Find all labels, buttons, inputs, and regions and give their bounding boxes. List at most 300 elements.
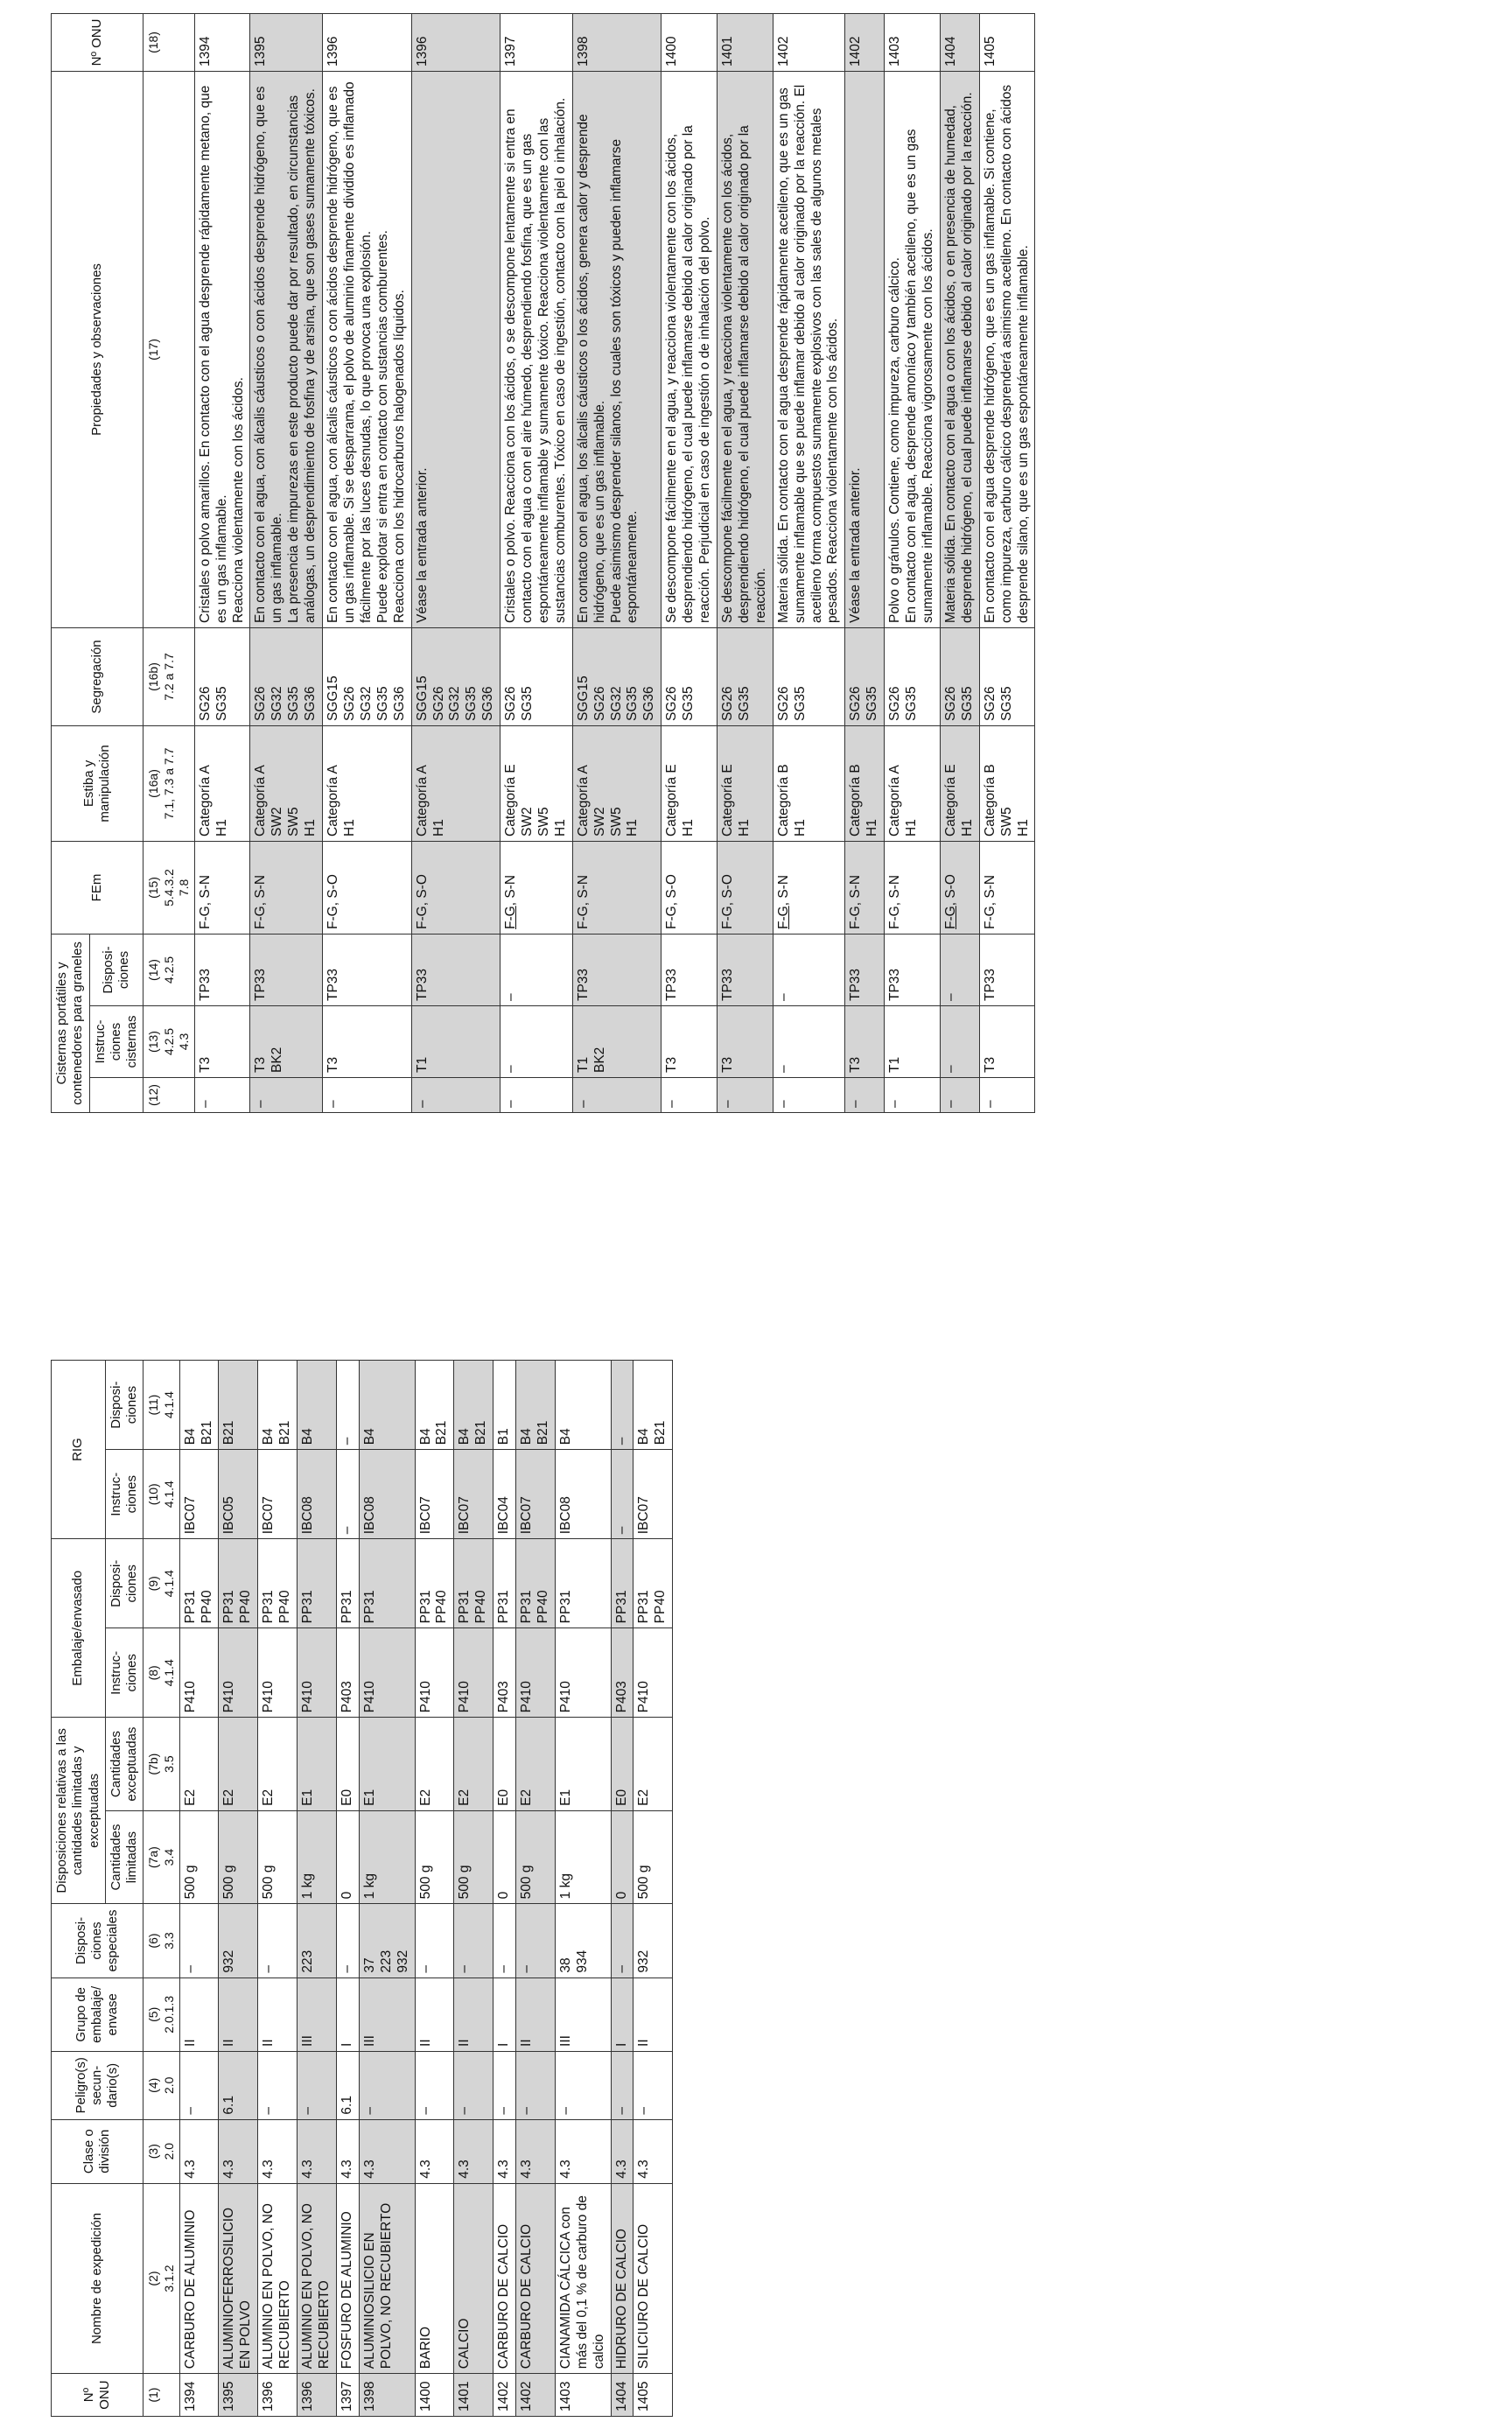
column-ref: (11) 4.1.4 (144, 1361, 179, 1450)
special-provisions: – (415, 1904, 454, 1978)
table-row (845, 13, 885, 1112)
packing-provision: PP31 PP40 (516, 1539, 556, 1628)
class: 4.3 (555, 2119, 611, 2183)
stowage-handling: Categoría E SW2 SW5 H1 (500, 725, 573, 841)
limited-quantity: 500 g (516, 1810, 556, 1903)
stowage-handling: Categoría A H1 (323, 725, 412, 841)
un-number: 1403 (555, 2374, 611, 2417)
header-ibc-instructions: Instruc-ciones (105, 1450, 144, 1539)
stowage-handling: Categoría A H1 (885, 725, 941, 841)
shipping-name: CARBURO DE CALCIO (494, 2183, 516, 2373)
column-ref: (13) 4.2.5 4.3 (144, 1006, 194, 1078)
excepted-quantity: E0 (336, 1718, 359, 1811)
subsidiary-risk: – (359, 2051, 415, 2119)
class: 4.3 (494, 2119, 516, 2183)
special-provisions: 223 (298, 1904, 337, 1978)
un-number: 1395 (219, 2374, 258, 2417)
class: 4.3 (634, 2119, 673, 2183)
excepted-quantity: E2 (415, 1718, 454, 1811)
subsidiary-risk: – (611, 2051, 634, 2119)
excepted-quantity: E1 (359, 1718, 415, 1811)
ems-fire-code: F-G (775, 906, 791, 929)
segregation: SGG15 SG26 SG32 SG35 SG36 (411, 627, 500, 725)
un-number: 1402 (845, 13, 885, 71)
tank-provision: TP33 (885, 934, 941, 1005)
un-number: 1394 (179, 2374, 219, 2417)
header-stowage: Estiba y manipulación (52, 725, 144, 841)
segregation: SG26 SG35 (885, 627, 941, 725)
un-number: 1397 (500, 13, 573, 71)
un-number: 1402 (773, 13, 845, 71)
table-row (555, 1361, 611, 2417)
ibc-instruction: IBC07 (179, 1450, 219, 1539)
stowage-handling: Categoría B H1 (773, 725, 845, 841)
ibc-provision: B4 B21 (516, 1361, 556, 1450)
header-class: Clase o división (52, 2119, 144, 2183)
ibc-provision: B4 B21 (415, 1361, 454, 1450)
ems-spillage-code: F-G, S-O (326, 874, 341, 929)
un-number: 1398 (572, 13, 662, 71)
header-packing-provisions: Disposi-ciones (105, 1539, 144, 1628)
packing-group: II (179, 1978, 219, 2051)
segregation: SGG15 SG26 SG32 SG35 SG36 (572, 627, 662, 725)
un-number: 1400 (662, 13, 718, 71)
shipping-name: ALUMINIOSILICIO EN POLVO, NO RECUBIERTO (359, 2183, 415, 2373)
header-ems: FEm (52, 841, 144, 934)
header-subsidiary-risk: Peligro(s) secun-dario(s) (52, 2051, 144, 2119)
properties-observations: En contacto con el agua, con álcalis cáusticos o con ácidos desprende hidrógeno, que es un gas inflamable. Si se desparrama, el polvo de aluminio finamente dividido es inflamado fácilmente por las luces desnudas, lo que provoca una explosión. Puede explotar si entra en contacto con sustancias comburentes. Reacciona con los hidrocarburos halogenados líquidos. (323, 71, 412, 627)
ibc-instruction: IBC07 (258, 1450, 298, 1539)
packing-instruction: P403 (336, 1628, 359, 1718)
properties-observations: Véase la entrada anterior. (845, 71, 885, 627)
table-row (250, 13, 323, 1112)
packing-provision: PP31 PP40 (415, 1539, 454, 1628)
packing-provision: PP31 (336, 1539, 359, 1628)
ibc-provision: B21 (219, 1361, 258, 1450)
ems-spillage-code: F-G, S-O (664, 874, 680, 929)
column-12: – (718, 1078, 774, 1113)
class: 4.3 (258, 2119, 298, 2183)
column-ref: (10) 4.1.4 (144, 1450, 179, 1539)
limited-quantity: 500 g (454, 1810, 494, 1903)
un-number: 1404 (611, 2374, 634, 2417)
column-ref: (14) 4.2.5 (144, 934, 194, 1005)
column-ref: (7b) 3.5 (144, 1718, 179, 1811)
subsidiary-risk: 6.1 (219, 2051, 258, 2119)
excepted-quantity: E2 (179, 1718, 219, 1811)
ibc-instruction: IBC05 (219, 1450, 258, 1539)
segregation: SG26 SG35 (662, 627, 718, 725)
tank-instruction: T3 (718, 1006, 774, 1078)
packing-provision: PP31 PP40 (219, 1539, 258, 1628)
ibc-provision: B4 (298, 1361, 337, 1450)
table-row (572, 13, 662, 1112)
ibc-instruction: IBC07 (415, 1450, 454, 1539)
un-number: 1402 (516, 2374, 556, 2417)
tank-instruction: T1 (885, 1006, 941, 1078)
ems-spillage-code: , S-N (775, 874, 791, 906)
tank-provision: – (500, 934, 573, 1005)
properties-observations: Polvo o gránulos. Contiene, como impureza, carburo cálcico. En contacto con el agua, desprende amoníaco y también acetileno, que es un gas sumamente inflamable. Reacciona vigorosamente con los ácidos. (885, 71, 941, 627)
excepted-quantity: E2 (219, 1718, 258, 1811)
header-ibc-provisions: Disposi-ciones (105, 1361, 144, 1450)
tank-instruction: T3 (979, 1006, 1035, 1078)
stowage-handling: Categoría B H1 (845, 725, 885, 841)
table-row (885, 13, 941, 1112)
un-number: 1396 (411, 13, 500, 71)
packing-provision: PP31 PP40 (179, 1539, 219, 1628)
table-row (940, 13, 979, 1112)
packing-instruction: P410 (555, 1628, 611, 1718)
column-ref: (1) (144, 2374, 179, 2417)
packing-group: II (415, 1978, 454, 2051)
un-number: 1395 (250, 13, 323, 71)
subsidiary-risk: 6.1 (336, 2051, 359, 2119)
class: 4.3 (516, 2119, 556, 2183)
column-12: – (323, 1078, 412, 1113)
packing-group: II (454, 1978, 494, 2051)
un-number: 1403 (885, 13, 941, 71)
subsidiary-risk: – (298, 2051, 337, 2119)
packing-instruction: P410 (219, 1628, 258, 1718)
limited-quantity: 1 kg (359, 1810, 415, 1903)
shipping-name: CIANAMIDA CÁLCICA con más del 0,1 % de carburo de calcio (555, 2183, 611, 2373)
un-number: 1404 (940, 13, 979, 71)
subsidiary-risk: – (555, 2051, 611, 2119)
ems-code (411, 841, 500, 934)
stowage-handling: Categoría E H1 (940, 725, 979, 841)
packing-group: II (516, 1978, 556, 2051)
excepted-quantity: E2 (516, 1718, 556, 1811)
tank-instruction: T1 (411, 1006, 500, 1078)
table-row (336, 1361, 359, 2417)
limited-quantity: 1 kg (298, 1810, 337, 1903)
un-number: 1397 (336, 2374, 359, 2417)
ibc-instruction: IBC08 (298, 1450, 337, 1539)
segregation: SG26 SG35 (500, 627, 573, 725)
ems-code (572, 841, 662, 934)
tank-provision: TP33 (662, 934, 718, 1005)
properties-observations: Cristales o polvo. Reacciona con los ácidos, o se descompone lentamente si entra en contacto con el agua o con el aire húmedo, desprendiendo fosfina, que es un gas espontáneamente inflamable y sumamente tóxico. Reacciona violentamente con las sustancias comburentes. Tóxico en caso de ingestión, contacto con la piel o inhalación. (500, 71, 573, 627)
ibc-instruction: – (611, 1450, 634, 1539)
un-number: 1405 (634, 2374, 673, 2417)
tank-instruction: T3 BK2 (250, 1006, 323, 1078)
packing-provision: PP31 (359, 1539, 415, 1628)
table-row (611, 1361, 634, 2417)
shipping-name: HIDRURO DE CALCIO (611, 2183, 634, 2373)
packing-instruction: P403 (611, 1628, 634, 1718)
column-ref: (7a) 3.4 (144, 1810, 179, 1903)
ems-code (885, 841, 941, 934)
limited-quantity: 500 g (179, 1810, 219, 1903)
special-provisions: – (336, 1904, 359, 1978)
stowage-handling: Categoría A SW2 SW5 H1 (250, 725, 323, 841)
shipping-name: BARIO (415, 2183, 454, 2373)
ibc-instruction: IBC07 (516, 1450, 556, 1539)
header-limited-quantities: Cantidades limitadas (105, 1810, 144, 1903)
column-12: – (572, 1078, 662, 1113)
subsidiary-risk: – (258, 2051, 298, 2119)
stowage-handling: Categoría A H1 (411, 725, 500, 841)
column-ref: (15) 5.4.3.2 7.8 (144, 841, 194, 934)
ibc-provision: B4 B21 (634, 1361, 673, 1450)
column-ref: (8) 4.1.4 (144, 1628, 179, 1718)
packing-group: III (555, 1978, 611, 2051)
column-ref: (9) 4.1.4 (144, 1539, 179, 1628)
left-table-body (179, 1361, 673, 2417)
packing-provision: PP31 PP40 (258, 1539, 298, 1628)
header-excepted-quantities: Cantidades exceptuadas (105, 1718, 144, 1811)
column-12: – (500, 1078, 573, 1113)
table-row (411, 13, 500, 1112)
ibc-provision: B4 B21 (179, 1361, 219, 1450)
subsidiary-risk: – (179, 2051, 219, 2119)
ems-code (194, 841, 250, 934)
column-reference-row (144, 1361, 179, 2417)
packing-group: II (219, 1978, 258, 2051)
ems-fire-code: F-G (503, 906, 519, 929)
shipping-name: ALUMINIO EN POLVO, NO RECUBIERTO (298, 2183, 337, 2373)
packing-instruction: P403 (494, 1628, 516, 1718)
tank-provision: – (773, 934, 845, 1005)
header-col12-blank (89, 1078, 144, 1113)
ibc-provision: – (611, 1361, 634, 1450)
tank-instruction: T1 BK2 (572, 1006, 662, 1078)
limited-quantity: 0 (494, 1810, 516, 1903)
properties-observations: Cristales o polvo amarillos. En contacto con el agua desprende rápidamente metano, que es un gas inflamable. Reacciona violentamente con los ácidos. (194, 71, 250, 627)
ems-code (250, 841, 323, 934)
ems-code (979, 841, 1035, 934)
column-12: – (979, 1078, 1035, 1113)
column-12: – (845, 1078, 885, 1113)
packing-instruction: P410 (634, 1628, 673, 1718)
class: 4.3 (415, 2119, 454, 2183)
un-number: 1401 (718, 13, 774, 71)
ibc-provision: – (336, 1361, 359, 1450)
un-number: 1396 (298, 2374, 337, 2417)
stowage-handling: Categoría E H1 (718, 725, 774, 841)
table-row (454, 1361, 494, 2417)
properties-observations: Materia sólida. En contacto con el agua desprende rápidamente acetileno, que es un gas sumamente inflamable que se puede inflamar debido al calor originado por la reacción. El acetileno forma compuestos sumamente explosivos con las sales de algunos metales pesados. Reacciona violentamente con los ácidos. (773, 71, 845, 627)
column-ref: (18) (144, 13, 194, 71)
tank-provision: TP33 (979, 934, 1035, 1005)
ibc-instruction: IBC08 (555, 1450, 611, 1539)
excepted-quantity: E0 (611, 1718, 634, 1811)
ems-spillage-code: F-G, S-N (887, 874, 903, 929)
packing-provision: PP31 (298, 1539, 337, 1628)
ems-code (845, 841, 885, 934)
table-row (258, 1361, 298, 2417)
packing-provision: PP31 PP40 (634, 1539, 673, 1628)
packing-group: II (258, 1978, 298, 2051)
tank-instruction: T3 (662, 1006, 718, 1078)
tank-provision: TP33 (250, 934, 323, 1005)
column-ref: (6) 3.3 (144, 1904, 179, 1978)
ibc-provision: B4 (555, 1361, 611, 1450)
header-un-no-right: Nº ONU (52, 13, 144, 71)
column-12: – (662, 1078, 718, 1113)
limited-quantity: 500 g (258, 1810, 298, 1903)
dangerous-goods-list-right (51, 13, 1035, 1113)
tank-instruction: – (773, 1006, 845, 1078)
table-row (662, 13, 718, 1112)
shipping-name: ALUMINIO EN POLVO, NO RECUBIERTO (258, 2183, 298, 2373)
excepted-quantity: E1 (555, 1718, 611, 1811)
ibc-instruction: IBC07 (454, 1450, 494, 1539)
packing-provision: PP31 (555, 1539, 611, 1628)
table-row (194, 13, 250, 1112)
special-provisions: – (516, 1904, 556, 1978)
excepted-quantity: E0 (494, 1718, 516, 1811)
ibc-instruction: IBC07 (634, 1450, 673, 1539)
header-packing: Embalaje/envasado (52, 1539, 106, 1718)
ems-code (940, 841, 979, 934)
table-row (298, 1361, 337, 2417)
tank-instruction: T3 (845, 1006, 885, 1078)
ibc-provision: B4 B21 (454, 1361, 494, 1450)
header-packing-instructions: Instruc-ciones (105, 1628, 144, 1718)
special-provisions: 37 223 932 (359, 1904, 415, 1978)
column-ref: (3) 2.0 (144, 2119, 179, 2183)
ibc-provision: B1 (494, 1361, 516, 1450)
class: 4.3 (219, 2119, 258, 2183)
limited-quantity: 1 kg (555, 1810, 611, 1903)
limited-quantity: 500 g (219, 1810, 258, 1903)
segregation: SG26 SG35 (194, 627, 250, 725)
table-row (494, 1361, 516, 2417)
subsidiary-risk: – (415, 2051, 454, 2119)
special-provisions: 932 (634, 1904, 673, 1978)
table-row (219, 1361, 258, 2417)
subsidiary-risk: – (516, 2051, 556, 2119)
ems-spillage-code: F-G, S-O (720, 874, 735, 929)
tank-instruction: T3 (323, 1006, 412, 1078)
column-ref: (4) 2.0 (144, 2051, 179, 2119)
limited-quantity: 500 g (415, 1810, 454, 1903)
ems-fire-code: F-G (942, 906, 958, 929)
ems-code (773, 841, 845, 934)
ems-code (500, 841, 573, 934)
column-ref: (17) (144, 71, 194, 627)
column-ref: (5) 2.0.1.3 (144, 1978, 179, 2051)
table-row (500, 13, 573, 1112)
header-special-provisions: Disposi-ciones especiales (52, 1904, 144, 1978)
special-provisions: – (454, 1904, 494, 1978)
special-provisions: – (258, 1904, 298, 1978)
table-row (634, 1361, 673, 2417)
limited-quantity: 0 (336, 1810, 359, 1903)
ems-spillage-code: F-G, S-N (575, 874, 591, 929)
un-number: 1394 (194, 13, 250, 71)
special-provisions: – (179, 1904, 219, 1978)
packing-provision: PP31 PP40 (454, 1539, 494, 1628)
ems-code (718, 841, 774, 934)
special-provisions: – (494, 1904, 516, 1978)
class: 4.3 (454, 2119, 494, 2183)
segregation: SG26 SG35 (845, 627, 885, 725)
class: 4.3 (336, 2119, 359, 2183)
shipping-name: CARBURO DE ALUMINIO (179, 2183, 219, 2373)
tank-provision: – (940, 934, 979, 1005)
excepted-quantity: E1 (298, 1718, 337, 1811)
ems-spillage-code: F-G, S-N (982, 874, 998, 929)
table-row (415, 1361, 454, 2417)
header-limited-excepted: Disposiciones relativas a las cantidades limitadas y exceptuadas (52, 1718, 106, 1904)
class: 4.3 (179, 2119, 219, 2183)
packing-instruction: P410 (454, 1628, 494, 1718)
packing-instruction: P410 (359, 1628, 415, 1718)
segregation: SG26 SG35 (718, 627, 774, 725)
packing-provision: PP31 (494, 1539, 516, 1628)
properties-observations: Se descompone fácilmente en el agua, y reacciona violentamente con los ácidos, desprendiendo hidrógeno, el cual puede inflamarse debido al calor originado por la reacción. (718, 71, 774, 627)
un-number: 1405 (979, 13, 1035, 71)
column-12: – (773, 1078, 845, 1113)
header-tanks: Cisternas portátiles y contenedores para graneles (52, 934, 90, 1112)
un-number: 1398 (359, 2374, 415, 2417)
column-ref: (12) (144, 1078, 194, 1113)
segregation: SG26 SG35 (940, 627, 979, 725)
subsidiary-risk: – (634, 2051, 673, 2119)
shipping-name: CARBURO DE CALCIO (516, 2183, 556, 2373)
tank-provision: TP33 (411, 934, 500, 1005)
tank-provision: TP33 (718, 934, 774, 1005)
shipping-name: CALCIO (454, 2183, 494, 2373)
ems-spillage-code: F-G, S-O (414, 874, 430, 929)
special-provisions: 38 934 (555, 1904, 611, 1978)
ibc-provision: B4 B21 (258, 1361, 298, 1450)
tank-instruction: – (940, 1006, 979, 1078)
class: 4.3 (298, 2119, 337, 2183)
table-row (773, 13, 845, 1112)
header-un-no: Nº ONU (52, 2374, 144, 2417)
ibc-instruction: IBC08 (359, 1450, 415, 1539)
packing-instruction: P410 (258, 1628, 298, 1718)
table-row (516, 1361, 556, 2417)
properties-observations: En contacto con el agua, los álcalis cáusticos o los ácidos, genera calor y desprende hidrógeno, que es un gas inflamable. Puede asimismo desprender silanos, los cuales son tóxicos y pueden inflamarse espontáneamente. (572, 71, 662, 627)
un-number: 1396 (323, 13, 412, 71)
column-ref: (2) 3.1.2 (144, 2183, 179, 2373)
properties-observations: Véase la entrada anterior. (411, 71, 500, 627)
column-12: – (940, 1078, 979, 1113)
shipping-name: SILICIURO DE CALCIO (634, 2183, 673, 2373)
excepted-quantity: E2 (634, 1718, 673, 1811)
header-tank-provisions: Disposi-ciones (89, 934, 144, 1005)
shipping-name: FOSFURO DE ALUMINIO (336, 2183, 359, 2373)
table-row (718, 13, 774, 1112)
header-packing-group: Grupo de embalaje/ envase (52, 1978, 144, 2051)
excepted-quantity: E2 (454, 1718, 494, 1811)
packing-group: III (298, 1978, 337, 2051)
ems-code (323, 841, 412, 934)
packing-group: I (336, 1978, 359, 2051)
segregation: SG26 SG35 (773, 627, 845, 725)
table-row (179, 1361, 219, 2417)
header-tank-instructions: Instruc-ciones cisternas (89, 1006, 144, 1078)
header-ibc: RIG (52, 1361, 106, 1539)
properties-observations: Materia sólida. En contacto con el agua o con los ácidos, o en presencia de humedad, desprende hidrógeno, el cual puede inflamarse debido al calor originado por la reacción. (940, 71, 979, 627)
packing-group: I (611, 1978, 634, 2051)
header-segregation: Segregación (52, 627, 144, 725)
column-ref: (16a) 7.1, 7.3 a 7.7 (144, 725, 194, 841)
ems-spillage-code: , S-O (942, 874, 958, 906)
header-row-1 (52, 13, 90, 1112)
properties-observations: En contacto con el agua, con álcalis cáusticos o con ácidos desprende hidrógeno, que es un gas inflamable. La presencia de impurezas en este producto puede dar por resultado, en circunstancias análogas, un desprendimiento de fosfina y de arsina, que son gases sumamente tóxicos. (250, 71, 323, 627)
tank-provision: TP33 (572, 934, 662, 1005)
header-shipping-name: Nombre de expedición (52, 2183, 144, 2373)
column-reference-row (144, 13, 194, 1112)
un-number: 1402 (494, 2374, 516, 2417)
stowage-handling: Categoría A H1 (194, 725, 250, 841)
